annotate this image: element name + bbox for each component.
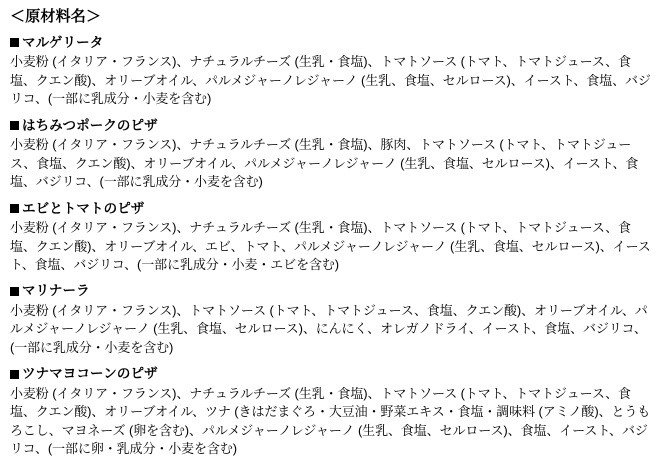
square-bullet-icon [10,204,19,213]
section-body: 小麦粉 (イタリア・フランス)、ナチュラルチーズ (生乳・食塩)、トマトソース (トマト、トマトジュース、食塩、クエン酸)、オリーブオイル、エビ、トマト、パルメジャーノレジャーノ (生乳、食塩、セルロース)、イースト、食塩、バジリコ、(一部に乳成分・小麦・エビを含む) [10,220,651,273]
section-body: 小麦粉 (イタリア・フランス)、トマトソース (トマト、トマトジュース、食塩、クエン酸)、オリーブオイル、パルメジャーノレジャーノ (生乳、食塩、セルロース)、にんにく、オレガノドライ、イースト、食塩、バジリコ、(一部に乳成分・小麦を含む) [10,303,648,355]
ingredient-section [10,117,654,192]
square-bullet-icon [10,370,19,379]
section-heading-label: マルゲリータ [22,34,104,50]
ingredient-section [10,200,654,275]
section-body: 小麦粉 (イタリア・フランス)、ナチュラルチーズ (生乳・食塩)、トマトソース (トマト、トマトジュース、食塩、クエン酸)、オリーブオイル、ツナ (きはだまぐろ・大豆油・野菜エキス・食塩・調味料 (アミノ酸)、とうもろこし、マヨネーズ (卵を含む)、パルメジャーノレジャーノ (生乳、食塩、セルロース)、食塩、イースト、バジリコ、(一部に卵・乳成分・小麦を含む) [10,385,651,457]
section-heading [10,117,654,135]
section-heading-label: エビとトマトのピザ [22,200,145,216]
ingredient-section [10,365,654,458]
section-heading [10,365,654,383]
square-bullet-icon [10,121,19,130]
section-heading [10,34,654,52]
section-heading [10,282,654,300]
section-heading-label: ツナマヨコーンのピザ [22,366,158,382]
page-title: ＜原材料名＞ [10,8,102,25]
section-heading-label: マリナーラ [22,283,90,299]
ingredient-section [10,282,654,357]
ingredient-section [10,34,654,109]
section-body: 小麦粉 (イタリア・フランス)、ナチュラルチーズ (生乳・食塩)、豚肉、トマトソース (トマト、トマトジュース、食塩、クエン酸)、オリーブオイル、パルメジャーノレジャーノ (生乳、食塩、セルロース)、イースト、食塩、バジリコ、(一部に乳成分・小麦を含む) [10,137,639,190]
square-bullet-icon [10,287,19,296]
section-heading [10,200,654,218]
square-bullet-icon [10,38,19,47]
section-heading-label: はちみつポークのピザ [22,117,158,133]
section-body: 小麦粉 (イタリア・フランス)、ナチュラルチーズ (生乳・食塩)、トマトソース (トマト、トマトジュース、食塩、クエン酸)、オリーブオイル、パルメジャーノレジャーノ (生乳、食塩、セルロース)、イースト、食塩、バジリコ、(一部に乳成分・小麦を含む) [10,54,651,107]
